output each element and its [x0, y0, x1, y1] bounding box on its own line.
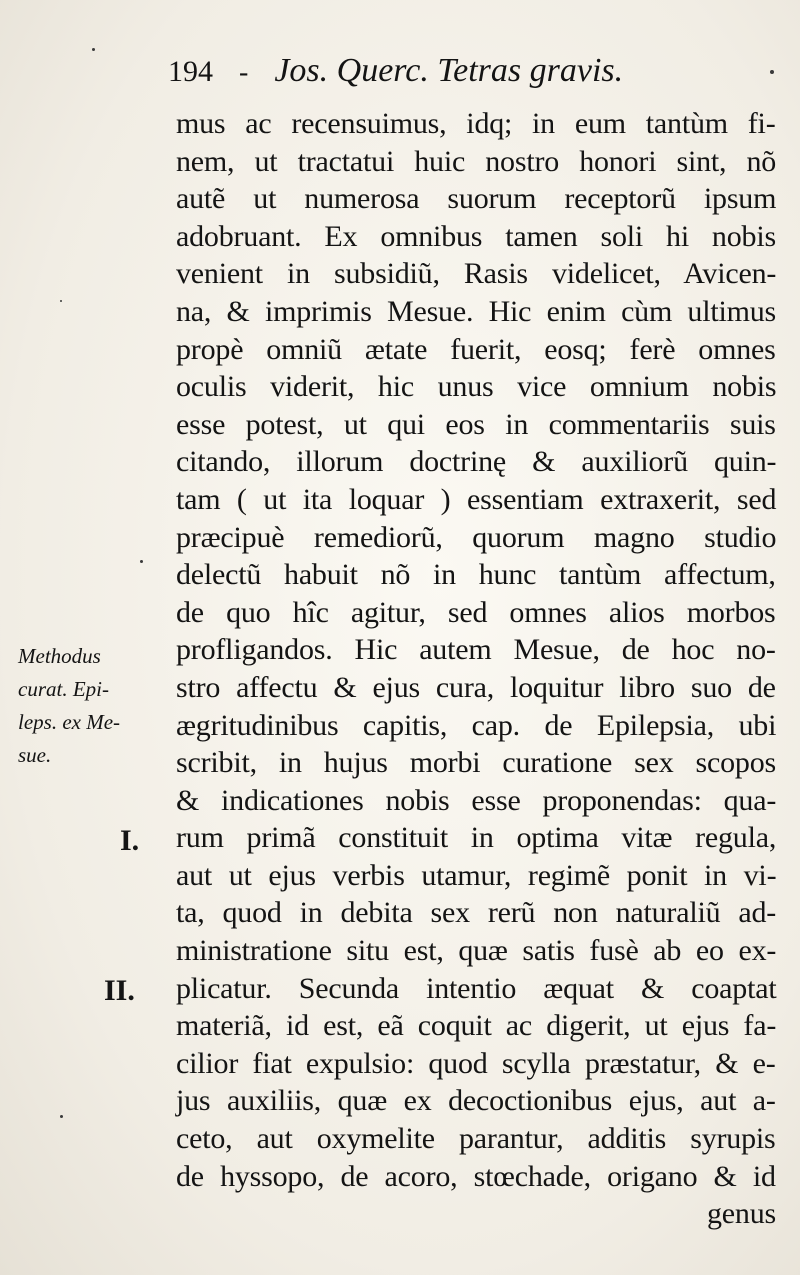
section-marker-two: II. — [104, 974, 135, 1007]
text-line: ta, quod in debita sex rerũ non naturaliũ ad- — [176, 896, 777, 930]
text-line: tam ( ut ita loquar ) essentiam extraxerit, sed — [176, 482, 777, 516]
text-line: nem, ut tractatui huic nostro honori sint, nõ — [176, 144, 777, 178]
text-line: esse potest, ut qui eos in commentariis suis — [176, 407, 776, 441]
text-line: venient in subsidiũ, Rasis videlicet, Avicen- — [176, 257, 777, 291]
scan-speck — [770, 70, 774, 74]
text-line: propè omniũ ætate fuerit, eosq; ferè omnes — [176, 332, 776, 366]
margin-note-line: sue. — [18, 743, 52, 767]
text-line: aut ut ejus verbis utamur, regimẽ ponit in vi- — [176, 858, 777, 892]
text-line: scribit, in hujus morbi curatione sex scopos — [176, 746, 776, 780]
text-line: citando, illorum doctrinę & auxiliorũ quin- — [176, 445, 777, 479]
text-line: cilior fiat expulsio: quod scylla præstatur, & e- — [176, 1046, 776, 1080]
text-line: de quo hîc agitur, sed omnes alios morbos — [176, 595, 776, 629]
text-line: rum primã constituit in optima vitæ regula, — [176, 821, 777, 855]
text-line: autẽ ut numerosa suorum receptorũ ipsum — [176, 182, 777, 216]
section-marker-one: I. — [120, 824, 140, 857]
header-dash: - — [239, 57, 249, 88]
text-line: na, & imprimis Mesue. Hic enim cùm ultimus — [176, 294, 777, 328]
text-line: & indicationes nobis esse proponendas: qua- — [176, 783, 777, 817]
text-line: de hyssopo, de acoro, stœchade, origano & id — [176, 1159, 776, 1193]
scan-speck — [92, 48, 95, 51]
margin-note-line: leps. ex Me- — [18, 710, 121, 734]
text-line: jus auxiliis, quæ ex decoctionibus ejus, aut a- — [176, 1084, 776, 1118]
running-title: Jos. Querc. Tetras gravis. — [274, 52, 624, 89]
text-line: mus ac recensuimus, idq; in eum tantùm fi- — [176, 107, 776, 140]
margin-note-line: curat. Epi- — [18, 677, 109, 701]
body-text — [176, 105, 776, 1233]
text-line: ceto, aut oxymelite parantur, additis syrupis — [176, 1122, 776, 1156]
text-line: oculis viderit, hic unus vice omnium nobis — [176, 370, 777, 404]
text-line: profligandos. Hic autem Mesue, de hoc no- — [176, 633, 776, 667]
scan-speck — [60, 300, 62, 302]
text-line: plicatur. Secunda intentio æquat & coaptat — [176, 971, 777, 1005]
text-line: adobruant. Ex omnibus tamen soli hi nobis — [176, 219, 776, 253]
text-line: præcipuè remediorũ, quorum magno studio — [176, 520, 777, 554]
scan-speck — [60, 1115, 63, 1118]
text-line: stro affectu & ejus cura, loquitur libro suo de — [176, 670, 776, 704]
margin-note-line: Methodus — [18, 644, 101, 668]
scan-speck — [140, 560, 143, 563]
margin-note — [18, 640, 158, 772]
page-number: 194 — [168, 55, 213, 88]
running-head — [168, 52, 623, 96]
text-line: materiã, id est, eã coquit ac digerit, ut ejus fa- — [176, 1009, 777, 1043]
text-line: ministratione situ est, quæ satis fusè ab eo ex- — [176, 934, 777, 968]
text-line: delectũ habuit nõ in hunc tantùm affectum, — [176, 558, 776, 592]
catchword: genus — [707, 1197, 776, 1231]
text-line: ægritudinibus capitis, cap. de Epilepsia, ubi — [176, 708, 777, 742]
